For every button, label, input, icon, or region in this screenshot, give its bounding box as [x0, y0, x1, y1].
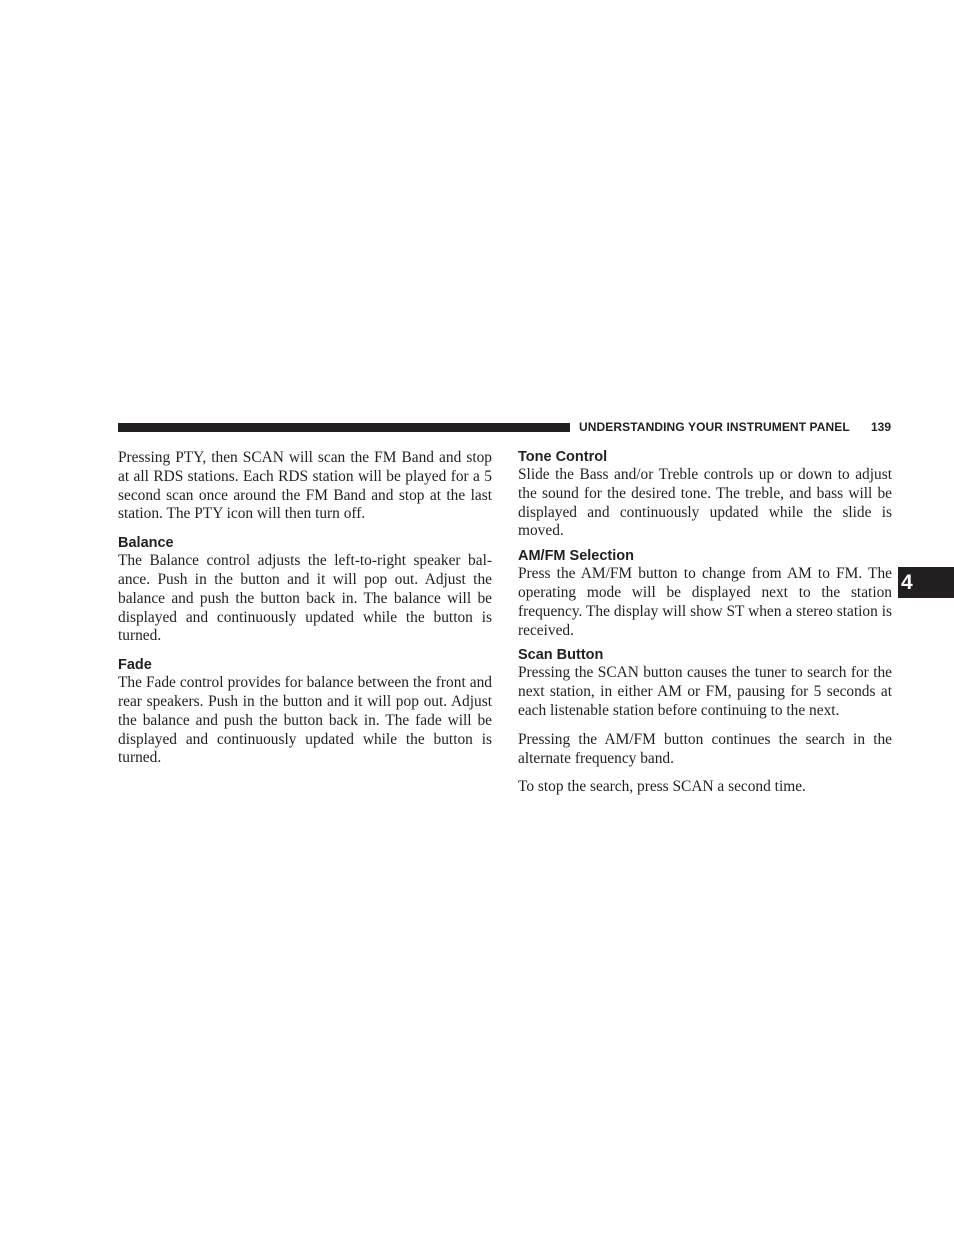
- amfm-selection-paragraph: Press the AM/FM button to change from AM to FM. The operating mode will be displayed next to the station frequency. The display will show ST when a stereo station is received.: [518, 565, 892, 639]
- right-column: [518, 449, 892, 807]
- scan-button-paragraph-3: To stop the search, press SCAN a second time.: [518, 778, 806, 796]
- fade-paragraph: The Fade control provides for balance between the front and rear speakers. Push in the button and it will pop out. Adjust the balance and push the button back in. The fade will be displayed and continuously updated while the button is turned.: [118, 674, 492, 767]
- tone-control-heading: Tone Control: [518, 449, 608, 465]
- tone-control-paragraph: Slide the Bass and/or Treble controls up or down to adjust the sound for the desired tone. The treble, and bass will be displayed and continuously updated while the slide is moved.: [518, 466, 892, 540]
- amfm-selection-heading: AM/FM Selection: [518, 548, 635, 565]
- scan-button-paragraph-1: Pressing the SCAN button causes the tuner to search for the next station, in either AM or FM, pausing for 5 seconds at each listenable station before continuing to the next.: [518, 664, 892, 719]
- balance-heading: Balance: [118, 535, 174, 552]
- balance-paragraph: The Balance control adjusts the left-to-right speaker balance. Push in the button and it will pop out. Adjust the balance and push the button back in. The balance will be displayed and continuously updated while the button is turned.: [118, 552, 492, 645]
- chapter-tab: 4: [898, 567, 954, 598]
- pty-scan-paragraph: Pressing PTY, then SCAN will scan the FM Band and stop at all RDS stations. Each RDS station will be played for a 5 second scan once around the FM Band and stop at the last station. The PTY icon will then turn off.: [118, 449, 492, 523]
- fade-heading: Fade: [118, 657, 152, 674]
- running-header-title: UNDERSTANDING YOUR INSTRUMENT PANEL: [579, 420, 850, 434]
- scan-button-paragraph-2: Pressing the AM/FM button continues the search in the alternate frequency band.: [518, 730, 892, 767]
- scan-button-heading: Scan Button: [518, 647, 604, 664]
- header-rule: [118, 423, 570, 432]
- page-number: 139: [870, 420, 891, 434]
- left-column: [118, 449, 492, 778]
